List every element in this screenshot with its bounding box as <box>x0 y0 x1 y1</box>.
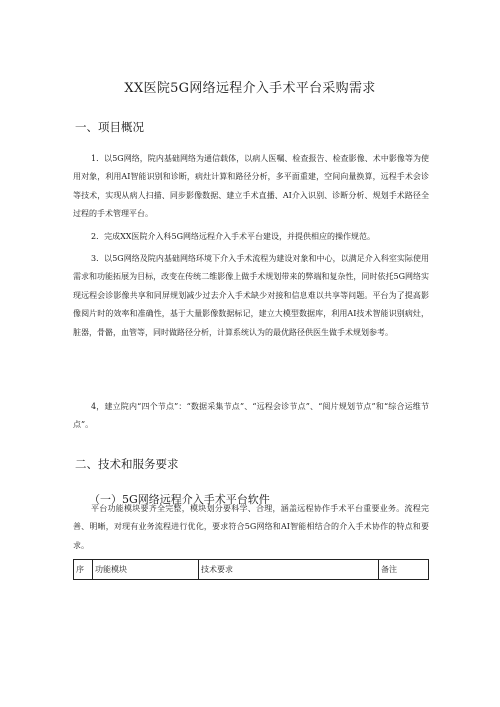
overview-paragraph-2: 2．完成XX医院介入科5G网络远程介入手术平台建设，并提供相应的操作规范。 <box>91 232 375 241</box>
subsection-heading-platform: （一）5G网络远程介入手术平台软件 <box>89 493 270 506</box>
table-header-cell: 序 <box>74 560 93 580</box>
overview-paragraph-1: 1．以5G网络，院内基础网络为通信载体，以病人医嘱、检查报告、检查影像、术中影像等为使用对象，利用AI智能识别和诊断，病灶计算和路径分析，多平面重建，空间向量换算，远程手术会诊等技术，实现从病人扫描、同步影像数据、建立手术直播、AI介入识别、诊断分析、规划手术路径全过程的手术管理平台。 <box>73 154 429 219</box>
requirements-table <box>73 559 429 580</box>
table-header-row <box>74 560 429 580</box>
section-heading-overview: 一、项目概况 <box>75 120 144 134</box>
table-header-cell: 备注 <box>379 560 429 580</box>
overview-paragraph-4: 4，建立院内“四个节点”：“数据采集节点”、“远程会诊节点”、“阅片规划节点”和“综合运维节点”。 <box>73 402 429 430</box>
platform-intro-paragraph: 平台功能模块要齐全完整，模块划分要科学、合理，涵盖远程协作手术平台重要业务。流程完善、明晰，对现有业务流程进行优化，要求符合5G网络和AI智能相结合的介入手术协作的特点和要求。 <box>73 504 429 550</box>
table-header-cell: 技术要求 <box>199 560 379 580</box>
section-heading-requirements: 二、技术和服务要求 <box>75 457 179 471</box>
document-title: XX医院5G网络远程介入手术平台采购需求 <box>124 81 376 96</box>
table-header-cell: 功能模块 <box>93 560 199 580</box>
overview-paragraph-3: 3．以5G网络及院内基础网络环境下介入手术流程为建设对象和中心，以满足介入科室实际使用需求和功能拓展为目标，改变在传统二维影像上做手术规划带来的弊端和复杂性，同时依托5G网络实现远程会诊影像共享和同屏规划减少过去介入手术缺少对接和信息难以共享等问题。平台为了提高影像阅片时的效率和准确性，基于大量影像数据标记，建立大模型数据库，利用AI技术智能识别病灶，脏器，骨骼，血管等，同时做路径分析，计算系统认为的最优路径供医生做手术规划参考。 <box>73 254 429 337</box>
